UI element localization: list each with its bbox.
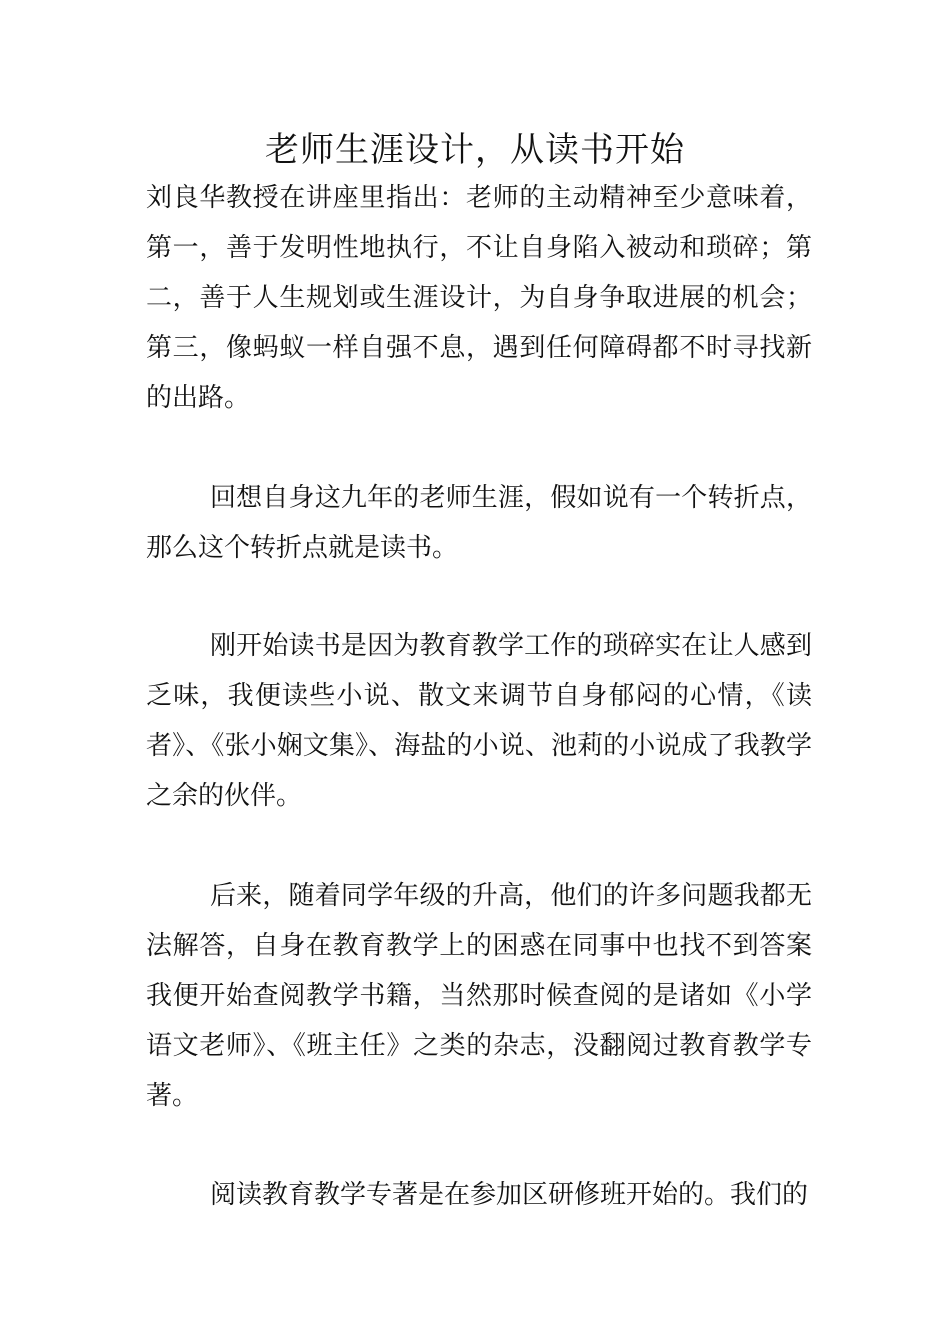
paragraph-4: 后来，随着同学年级的升高，他们的许多问题我都无法解答，自身在教育教学上的困惑在同事中也找不到答案我便开始查阅教学书籍，当然那时候查阅的是诸如《小学语文老师》、《班主任》之类的杂志，没翻阅过教育教学专著。 — [146, 881, 812, 1111]
paragraph-5: 阅读教育教学专著是在参加区研修班开始的。我们的 — [210, 1180, 809, 1210]
paragraph-3: 刚开始读书是因为教育教学工作的琐碎实在让人感到乏味，我便读些小说、散文来调节自身郁闷的心情，《读者》、《张小娴文集》、海盐的小说、池莉的小说成了我教学之余的伙伴。 — [146, 631, 812, 811]
document-title: 老师生涯设计，从读书开始 — [265, 130, 685, 170]
paragraph-1: 刘良华教授在讲座里指出：老师的主动精神至少意味着，第一，善于发明性地执行，不让自身陷入被动和琐碎；第二，善于人生规划或生涯设计，为自身争取进展的机会；第三，像蚂蚁一样自强不息，遇到任何障碍都不时寻找新的出路。 — [146, 183, 812, 413]
paragraph-2: 回想自身这九年的老师生涯，假如说有一个转折点，那么这个转折点就是读书。 — [146, 483, 812, 563]
